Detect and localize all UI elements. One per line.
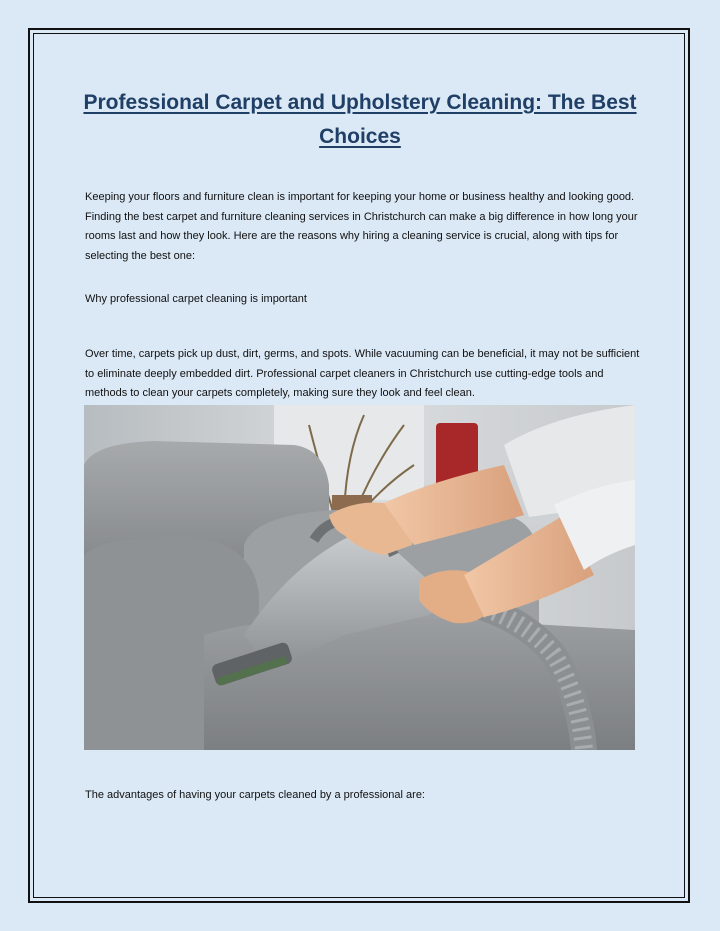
section-heading: Why professional carpet cleaning is important	[85, 293, 307, 305]
photo-illustration	[84, 405, 635, 750]
upholstery-cleaning-photo	[84, 405, 635, 750]
intro-paragraph: Keeping your floors and furniture clean is important for keeping your home or business healthy and looking good. Finding the best carpet and furniture cleaning services in Christchurch can make a big difference in how long your rooms last and how they look. Here are the reasons why hiring a cleaning service is crucial, along with tips for selecting the best one:	[85, 191, 638, 262]
section-body-paragraph: Over time, carpets pick up dust, dirt, germs, and spots. While vacuuming can be beneficial, it may not be sufficient to eliminate deeply embedded dirt. Professional carpet cleaners in Christchurch use cutting-edge tools and methods to clean your carpets completely, making sure they look and feel clean.	[85, 348, 640, 399]
page-title: Professional Carpet and Upholstery Cleaning: The Best Choices	[83, 91, 637, 148]
advantages-intro: The advantages of having your carpets cleaned by a professional are:	[85, 789, 425, 801]
